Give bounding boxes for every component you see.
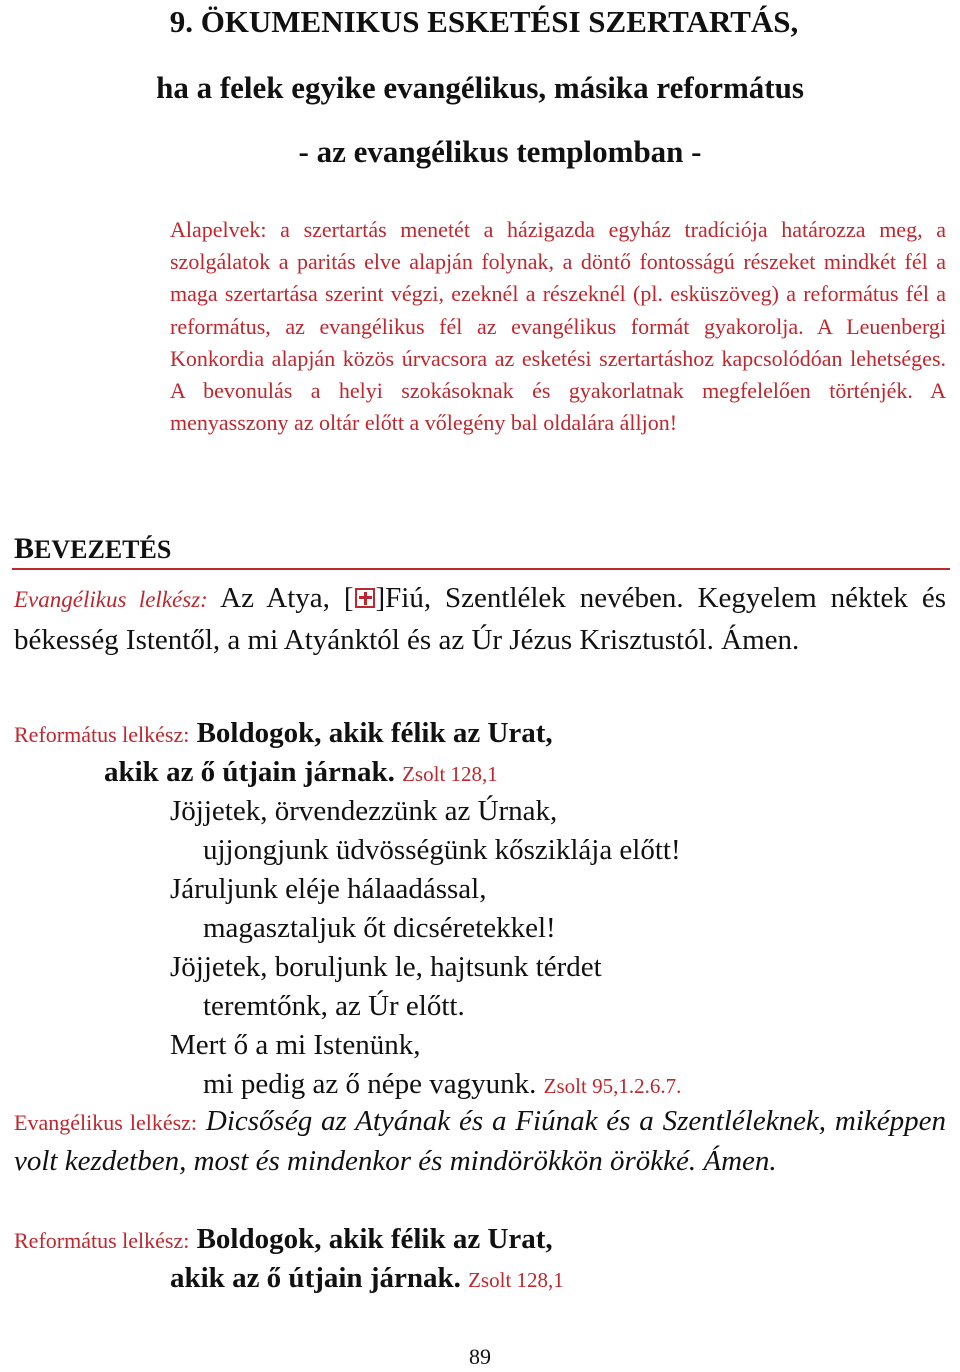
scripture-reference: Zsolt 128,1 (402, 762, 498, 786)
psalm-line: magasztaljuk őt dicséretekkel! (203, 912, 556, 944)
psalm-line: Jöjjetek, örvendezzünk az Úrnak, (170, 795, 558, 827)
psalm-opening-line-2 (104, 753, 498, 793)
page-number: 89 (469, 1344, 491, 1369)
psalm-opening-line-1 (14, 714, 553, 754)
greeting-text-b: ]Fiú, Szentlélek nevében. Kegyelem néktek és békesség Istentől, a mi Atyánktól és az Úr Jézus Krisztustól. Ámen. (14, 582, 947, 656)
section-heading-initial: B (14, 532, 35, 565)
doxology-paragraph (14, 1102, 946, 1181)
scripture-reference: Zsolt 128,1 (468, 1268, 564, 1292)
greeting-paragraph (14, 578, 946, 660)
psalm-line-last (203, 1065, 681, 1105)
speaker-label: Református lelkész: (14, 1228, 190, 1253)
section-heading (14, 532, 171, 567)
doxology-text: Dicsőség az Atyának és a Fiúnak és a Szentléleknek, miképpen volt kezdetben, most és mindenkor és mindörökkön örökké. Ámen. (14, 1105, 947, 1177)
speaker-label: Evangélikus lelkész: (14, 1110, 198, 1135)
psalm-repeat-line-2 (170, 1259, 564, 1299)
psalm-line: Mert ő a mi Istenünk, (170, 1029, 421, 1061)
section-divider (12, 568, 950, 570)
psalm-repeat-text: Boldogok, akik félik az Urat, (196, 1223, 553, 1255)
psalm-line: Jöjjetek, boruljunk le, hajtsunk térdet (170, 951, 602, 983)
psalm-line: teremtőnk, az Úr előtt. (203, 990, 465, 1022)
speaker-label: Református lelkész: (14, 722, 190, 747)
psalm-repeat-text-2: akik az ő útjain járnak. (170, 1262, 461, 1294)
speaker-label: Evangélikus lelkész: (14, 587, 208, 612)
psalm-line: Járuljunk eléje hálaadással, (170, 873, 487, 905)
page-subtitle: ha a felek egyike evangélikus, másika református (156, 70, 804, 105)
section-heading-rest: EVEZETÉS (34, 535, 172, 564)
page-title: 9. ÖKUMENIKUS ESKETÉSI SZERTARTÁS, (169, 4, 799, 39)
principles-paragraph: Alapelvek: a szertartás menetét a házigazda egyház tradíciója határozza meg, a szolgálatok a paritás elve alapján folynak, a döntő fontosságú részeket mindkét fél a maga szertartása szerint végzi, ezeknél a részeknél (pl. esküszöveg) a református fél a református, az evangélikus fél az evangélikus formát gyakorolja. A Leuenbergi Konkordia alapján közös úrvacsora az esketési szertartáshoz kapcsolódóan lehetséges. A bevonulás a helyi szokásoknak és gyakorlatnak megfelelően történjék. A menyasszony az oltár előtt a vőlegény bal oldalára álljon! (170, 217, 946, 436)
psalm-line-text: mi pedig az ő népe vagyunk. (203, 1068, 537, 1100)
psalm-opening-text-2: akik az ő útjain járnak. (104, 756, 395, 788)
page-subtitle-location: - az evangélikus templomban - (298, 134, 702, 169)
scripture-reference: Zsolt 95,1.2.6.7. (543, 1074, 682, 1098)
cross-icon (355, 588, 375, 608)
psalm-line: ujjongjunk üdvösségünk kősziklája előtt! (203, 834, 681, 866)
psalm-opening-text: Boldogok, akik félik az Urat, (196, 717, 553, 749)
psalm-repeat-line-1 (14, 1220, 553, 1260)
greeting-text-a: Az Atya, [ (220, 582, 354, 614)
